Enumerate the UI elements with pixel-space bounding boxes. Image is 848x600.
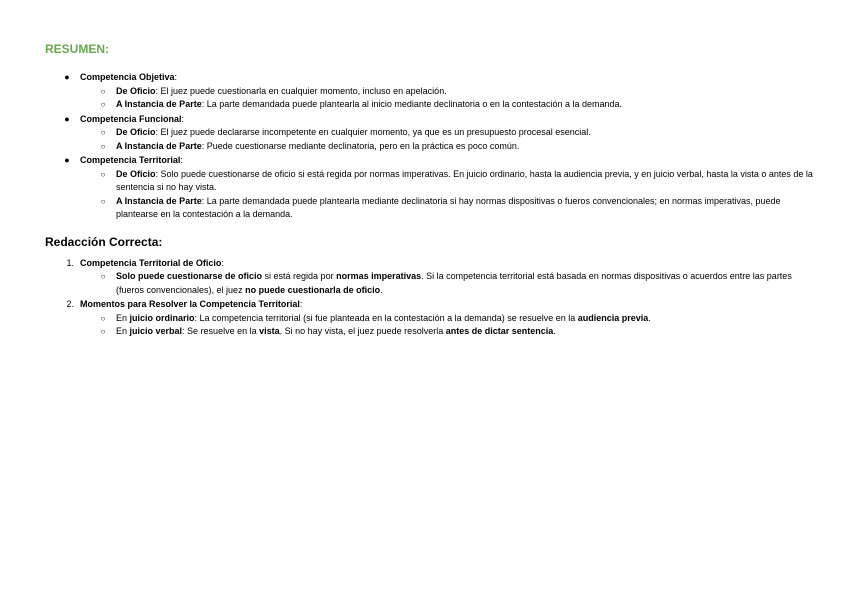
sub-list [80, 85, 815, 112]
circle-bullet-icon: ○ [100, 272, 106, 281]
circle-bullet-icon: ○ [100, 327, 106, 336]
item-label: Momentos para Resolver la Competencia Territorial [80, 299, 300, 309]
sub-list-item: ○ A Instancia de Parte: La parte demandada puede plantearla mediante declinatoria si hay normas dispositivas o fueros convencionales; en normas imperativas, puede plantearse en la contestación a la demanda. [80, 195, 815, 222]
sub-list-item: ○ En juicio ordinario: La competencia territorial (si fue planteada en la contestación a la demanda) se resuelve en la audiencia previa. [80, 312, 815, 326]
circle-bullet-icon: ○ [100, 86, 106, 96]
list-number: 1. [66, 257, 74, 268]
item-label: Competencia Objetiva [80, 72, 175, 82]
sub-list [80, 126, 815, 153]
list-item: ● Competencia Objetiva: ○ De Oficio: El juez puede cuestionarla en cualquier momento, incluso en apelación. ○ A Instancia de Parte: La parte demandada puede plantearla al inicio mediante declinatoria o en la contestación a la demanda. [45, 70, 815, 112]
sub-list-item: ○ De Oficio: El juez puede declararse incompetente en cualquier momento, ya que es un presupuesto procesal esencial. [80, 126, 815, 140]
sub-list-item: ○ En juicio verbal: Se resuelve en la vista. Si no hay vista, el juez puede resolverla antes de dictar sentencia. [80, 325, 815, 339]
list-item: ● Competencia Funcional: ○ De Oficio: El juez puede declararse incompetente en cualquier momento, ya que es un presupuesto procesal esencial. ○ A Instancia de Parte: Puede cuestionarse mediante declinatoria, pero en la práctica es poco común. [45, 112, 815, 154]
sub-list [80, 168, 815, 222]
circle-bullet-icon: ○ [100, 313, 106, 323]
bullet-icon: ● [64, 155, 70, 165]
redaccion-list [45, 256, 815, 339]
item-label: Competencia Territorial [80, 155, 181, 165]
circle-bullet-icon: ○ [100, 141, 106, 151]
sub-list [80, 270, 815, 297]
circle-bullet-icon: ○ [100, 100, 106, 109]
bullet-icon: ● [64, 113, 70, 124]
item-label: Competencia Territorial de Oficio [80, 257, 222, 268]
resumen-heading: RESUMEN: [45, 42, 110, 56]
item-label: Competencia Funcional [80, 113, 182, 124]
bullet-icon: ● [64, 72, 70, 82]
document-page [45, 40, 815, 339]
circle-bullet-icon: ○ [100, 169, 106, 179]
sub-list-item: ○ De Oficio: El juez puede cuestionarla en cualquier momento, incluso en apelación. [80, 85, 815, 99]
resumen-list [45, 70, 815, 222]
circle-bullet-icon: ○ [100, 196, 106, 206]
list-item: 2. Momentos para Resolver la Competencia Territorial: ○ En juicio ordinario: La competencia territorial (si fue planteada en la contestación a la demanda) se resuelve en la audiencia previa. ○ En juicio verbal: Se resuelve en la vista. Si no hay vista, el juez puede resolverla antes de dictar sentencia. [45, 297, 815, 339]
sub-list-item: ○ De Oficio: Solo puede cuestionarse de oficio si está regida por normas imperativas. En juicio ordinario, hasta la audiencia previa, y en juicio verbal, hasta la vista o antes de la sentencia si no hay vista. [80, 168, 815, 195]
sub-list-item: ○ A Instancia de Parte: La parte demandada puede plantearla al inicio mediante declinatoria o en la contestación a la demanda. [80, 98, 815, 112]
redaccion-heading: Redacción Correcta: [45, 234, 163, 249]
list-number: 2. [66, 299, 74, 309]
circle-bullet-icon: ○ [100, 128, 106, 137]
list-item: 1. Competencia Territorial de Oficio: ○ Solo puede cuestionarse de oficio si está regida por normas imperativas. Si la competencia territorial está basada en normas dispositivas o acuerdos entre las partes (fueros convencionales), el juez no puede cuestionarla de oficio. [45, 256, 815, 298]
sub-list-item: ○ A Instancia de Parte: Puede cuestionarse mediante declinatoria, pero en la práctica es poco común. [80, 140, 815, 154]
sub-list-item: ○ Solo puede cuestionarse de oficio si está regida por normas imperativas. Si la competencia territorial está basada en normas dispositivas o acuerdos entre las partes (fueros convencionales), el juez no puede cuestionarla de oficio. [80, 270, 815, 297]
sub-list [80, 312, 815, 339]
list-item: ● Competencia Territorial: ○ De Oficio: Solo puede cuestionarse de oficio si está regida por normas imperativas. En juicio ordinario, hasta la audiencia previa, y en juicio verbal, hasta la vista o antes de la sentencia si no hay vista. ○ A Instancia de Parte: La parte demandada puede plantearla mediante declinatoria si hay normas dispositivas o fueros convencionales; en normas imperativas, puede plantearse en la contestación a la demanda. [45, 153, 815, 222]
